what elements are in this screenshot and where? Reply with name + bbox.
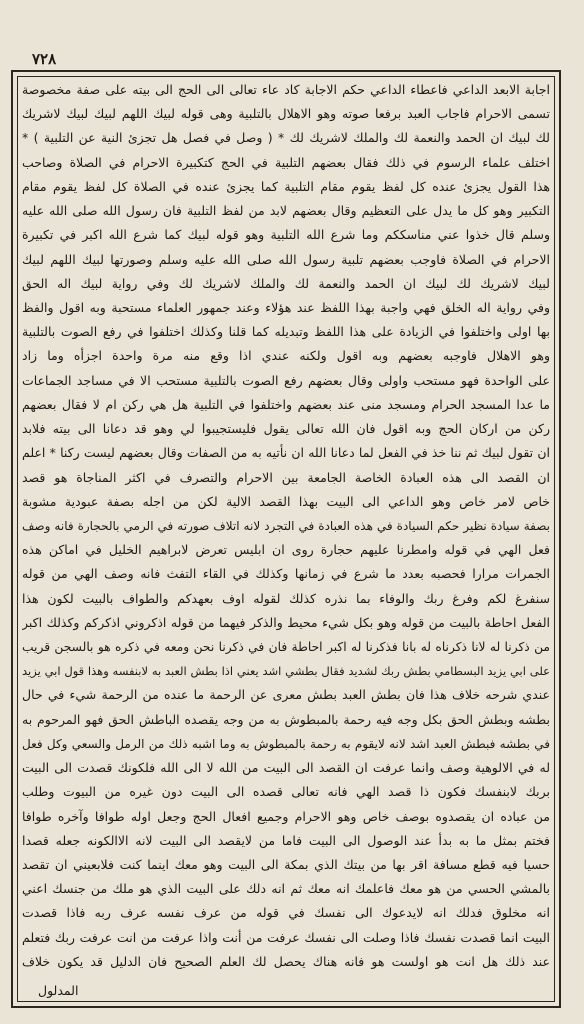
text-line: من عباده ان يقصدوه بوصف خاص وهو الاحرام وجميع افعال الحج وجعل اوله طوافا وآخره طوافا [22,808,550,824]
catchword: المدلول [38,983,79,998]
text-line: اختلف علماء الرسوم في ذلك فقال بعضهم التلبية في الحج كتكبيرة الاحرام في الصلاة وصاحب [22,154,550,170]
text-line: التكبير وهو كل ما يدل على التعظيم وقال بعضهم لابد من لفظ التلبية فان رسول الله صلى الله عليه [22,203,550,219]
text-line: ما عدا المسجد الحرام ومسجد منى عند بعضهم واختلفوا في التلبية هل هي ركن ام لا فقال بعضهم [22,396,550,412]
text-line: وهو الاهلال فاوجبه بعضهم وبه اقول ولكنه عندي اذا وقع منه مرة واحدة اجزأه وما زاد [22,348,550,364]
text-line: الاحرام في الصلاة فاوجب بعضهم تلبية رسول الله صلى الله عليه وسلم وصورتها لبيك اللهم لبيك [22,251,550,267]
page-number: ٧٢٨ [32,50,57,68]
text-line: الجمرات مرارا فحصبه بعدد ما شرع في زمانها وكذلك في القاء التفث فانه وصف الهي من قوله [22,566,550,582]
text-line: من ذكرنا له لانا ذكرناه له بانا فذكرنا له اكبر احاطة فان في ذكرنا نحن ومعه في ذكره هو بالسجن قريب [22,640,550,655]
text-line: وسلم قال خذوا عني مناسككم وما شرع الله التلبية وهو قوله لبيك كما شرع الله اكبر في تكبيرة [22,227,550,243]
text-line: عند ذلك هل انت هو اولست هو فانه هناك يحصل لك العلم الصحيح فان الدليل قد يكون خلاف [22,953,550,969]
text-line: خاص لامر خاص وهو الداعي الى البيت بهذا القصد الالية لكن من اجله بصفة عبودية مشوبة [22,493,550,509]
text-line: بربك لابنفسك فكون ذا قصد الهي فانه تعالى قصده الى البيت دون غيره من البيوت وطلب [22,784,550,800]
text-line: انه مخلوق فدلك انه لايدعوك الى نفسك في قوله من عرف نفسه عرف ربه فاذا قصدت [22,905,550,921]
text-line: الفعل احاطة بالبيت من قوله وهو بكل شيء محيط والذكر فيهما من قوله اذكروني اذكركم وكذلك اكبر [22,614,550,630]
text-line: البيت انما قصدت نفسك فاذا وصلت الى نفسك عرفت من أنت واذا عرفت من انت عرفت ربك فتعلم [22,929,550,945]
text-line: على الواحدة فهو مستحب واولى وقال بعضهم رفع الصوت بالتلبية مستحب الا في مساجد الجماعات [22,372,550,388]
text-line: سنفرغ لكم وفرغ ربك والوفاء بما نذره كذلك لقوله اوف بعهدكم والطواف بالبيت لكون هذا [22,590,550,606]
text-line: وفي رواية اله الخلق فهي واجبة بهذا اللفظ عند هؤلاء وعند جمهور العلماء مستحبة وبه اقول والفظ [22,299,550,315]
text-line: على ابي يزيد البسطامي بطش ربك لشديد فقال بطشي اشد يعني اذا بطش العبد به لابنفسه وهذا قول ابي يزيد [22,664,550,679]
text-line: حسيا فيه قطع مسافة اقر بها من بيتك الذي بمكة الى البيت وهو معك اينما كنت فلابعيني ان تقصد [22,857,550,872]
text-line: لبيك لاشريك لك لبيك ان الحمد والنعمة لك والملك لاشريك لك وفي رواية لبيك اله الحق [22,275,550,291]
text-line: عندي شرحه خلاف هذا فان بطش العبد بطش معرى عن الرحمة ما عنده من الرحمة شيء في حال [22,687,550,703]
text-line: هذا القول يجزئ عنده كل لفظ يقوم مقام التلبية كما يجزئ عنده في الصلاة كل لفظ يقوم مقام [22,178,550,194]
text-line: بالمشي الحسي من هو معك فاعلمك انه معك ثم انه دلك على البيت الذي هو ملك من جنسك اعني [22,881,550,897]
text-line: بصفة سيادة نظير حكم السيادة في هذه العبادة في التجرد لانه اتلاف صورته في الرمي بالحجارة فانه وصف [22,518,550,533]
text-line: ان القصد الى هذه العبادة الخاصة الجامعة بين الاحرام والتصرف في اكثر المناجاة هو قصد [22,469,550,485]
text-line: فعل الهي في قوله وامطرنا عليهم حجارة روى ان ابليس تعرض لابراهيم الخليل في اماكن هذه [22,542,550,558]
text-line: تسمى الاحرام فاجاب العبد برفعا صوته وهو الاهلال بالتلبية وهى قوله لبيك اللهم لبيك لبيك لاشريك [22,106,550,122]
text-line: ركن من اركان الحج وبه اقول فان الله تعالى يقول فليستجيبوا لي وهو قد دعانا الى بيته فلابد [22,421,550,437]
main-text-block [22,80,550,972]
text-line: بها اولى واختلفوا في الزيادة على هذا اللفظ وتبديله كما قلنا وكذلك اختلفوا في رفع الصوت بالتلبية [22,324,550,340]
text-line: فختم بمثل ما به بدأ عند الوصول الى البيت فاما من لايقصد الى البيت لانه الاالكونه جعله قصدا [22,832,550,848]
text-line: له في الالوهية وصف وانما عرفت ان القصد الى البيت من الله لا الى الله فلكونك قصدت الى البيت [22,760,550,776]
text-line: لك لبيك ان الحمد والنعمة لك والملك لاشريك لك * ( وصل في فصل هل تجزئ النية عن التلبية ) * [22,130,550,146]
text-line: اجابة الابعد الداعي فاعطاء الداعي حكم الاجابة كاد عاء تعالى الى الحج الى بيته على صفة مخصوصة [22,82,550,97]
text-line: بطشه وبطش الحق بكل وجه فيه رحمة بالمبطوش به من وجه يقصده الباطش الحق فهو المرحوم به [22,711,550,727]
text-line: ان تقول لبيك ثم ننا خذ في الفعل لما دعانا الله ان نأتيه به من الصفات وقال بعضهم ليست ركنا * اعلم [22,445,550,461]
text-line: في بطشه فبطش العبد اشد لانه لايقوم به رحمة بالمبطوش به وما اشبه ذلك من الرمل والسعي وكل فعل [22,736,550,751]
